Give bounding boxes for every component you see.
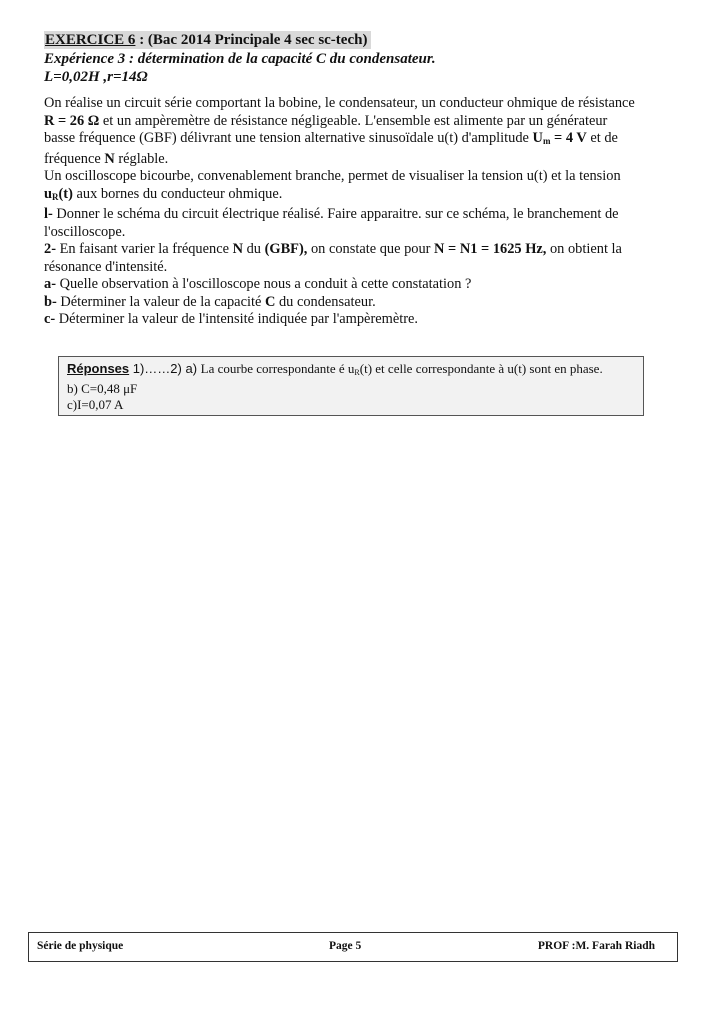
ur-symbol [44,186,73,202]
subscript: R [354,368,360,377]
question-number: a- [44,276,56,292]
frequency-symbol: N [104,150,115,167]
experiment-subtitle: Expérience 3 : détermination de la capacité C du condensateur. [44,51,436,67]
text: Déterminer la valeur de l'intensité indiquée par l'ampèremètre. [55,311,418,327]
text: du condensateur. [275,293,376,310]
answer-line-3: c)I=0,07 A [67,397,124,412]
page-footer [28,932,678,962]
question-number: b- [44,293,57,310]
resistance-value: R = 26 Ω [44,112,100,129]
text: 1)……2) a) [129,361,201,376]
gbf-label: (GBF), [264,241,308,257]
footer-page-number: Page 5 [329,940,362,952]
text: réglable. [114,150,169,167]
text: aux bornes du conducteur ohmique. [72,185,283,202]
text: résonance d'intensité. [44,258,168,275]
question-number: 2- [44,241,56,257]
question-2c [44,311,674,329]
text: basse fréquence (GBF) délivrant une tension alternative sinusoïdale u(t) d'amplitude [44,130,533,146]
resonance-frequency: N = N1 = 1625 Hz, [434,241,547,257]
exercise-source: : (Bac 2014 Principale 4 sec sc-tech) [135,32,368,48]
text: on obtient la [546,241,622,257]
text: et un ampèremètre de résistance négligeable. L'ensemble est alimente par un générateur [99,112,608,129]
text: u [44,185,53,202]
footer-author: PROF :M. Farah Riadh [537,940,655,952]
text: U [532,130,543,146]
subscript: R [52,191,59,202]
text: Un oscilloscope bicourbe, convenablement branche, permet de visualiser la tension u(t) et la tension [44,168,621,184]
text: (t) [58,185,73,202]
capacitance-symbol: C [264,293,276,310]
text: Donner le schéma du circuit électrique réalisé. Faire apparaitre. sur ce schéma, le branchement de [52,206,619,222]
answer-line-1 [67,361,643,381]
question-2b [44,294,674,312]
text: En faisant varier la fréquence [56,241,233,257]
amplitude-value [533,130,587,146]
paragraph-oscilloscope [44,168,674,206]
text: du [243,241,265,257]
frequency-symbol: N [232,241,243,257]
text: et de [586,130,618,146]
text: Déterminer la valeur de la capacité [56,293,265,310]
text: l'oscilloscope. [44,223,126,240]
footer-series: Série de physique [37,940,124,952]
text: = 4 V [550,130,587,146]
answer-line-2: b) C=0,48 μF [67,381,138,396]
text: La courbe correspondante é u [200,361,355,376]
question-2a [44,276,674,294]
question-number: c- [44,311,56,327]
text: On réalise un circuit série comportant la bobine, le condensateur, un conducteur ohmique de résistance [44,95,635,111]
text: fréquence [44,150,105,167]
exercise-label: EXERCICE 6 [45,32,136,48]
exercise-title [44,31,371,49]
parameters-line: L=0,02H ,r=14Ω [44,69,148,85]
question-2 [44,241,674,276]
text: (t) et celle correspondante à u(t) sont en phase. [359,361,603,376]
text: on constate que pour [307,241,435,257]
paragraph-circuit [44,95,674,168]
answers-box [58,356,644,416]
question-1 [44,206,674,241]
answers-label: Réponses [67,361,130,376]
question-number: l- [44,206,53,222]
exercise-body [44,95,674,329]
subscript: m [542,136,551,146]
text: Quelle observation à l'oscilloscope nous a conduit à cette constatation ? [56,276,472,292]
